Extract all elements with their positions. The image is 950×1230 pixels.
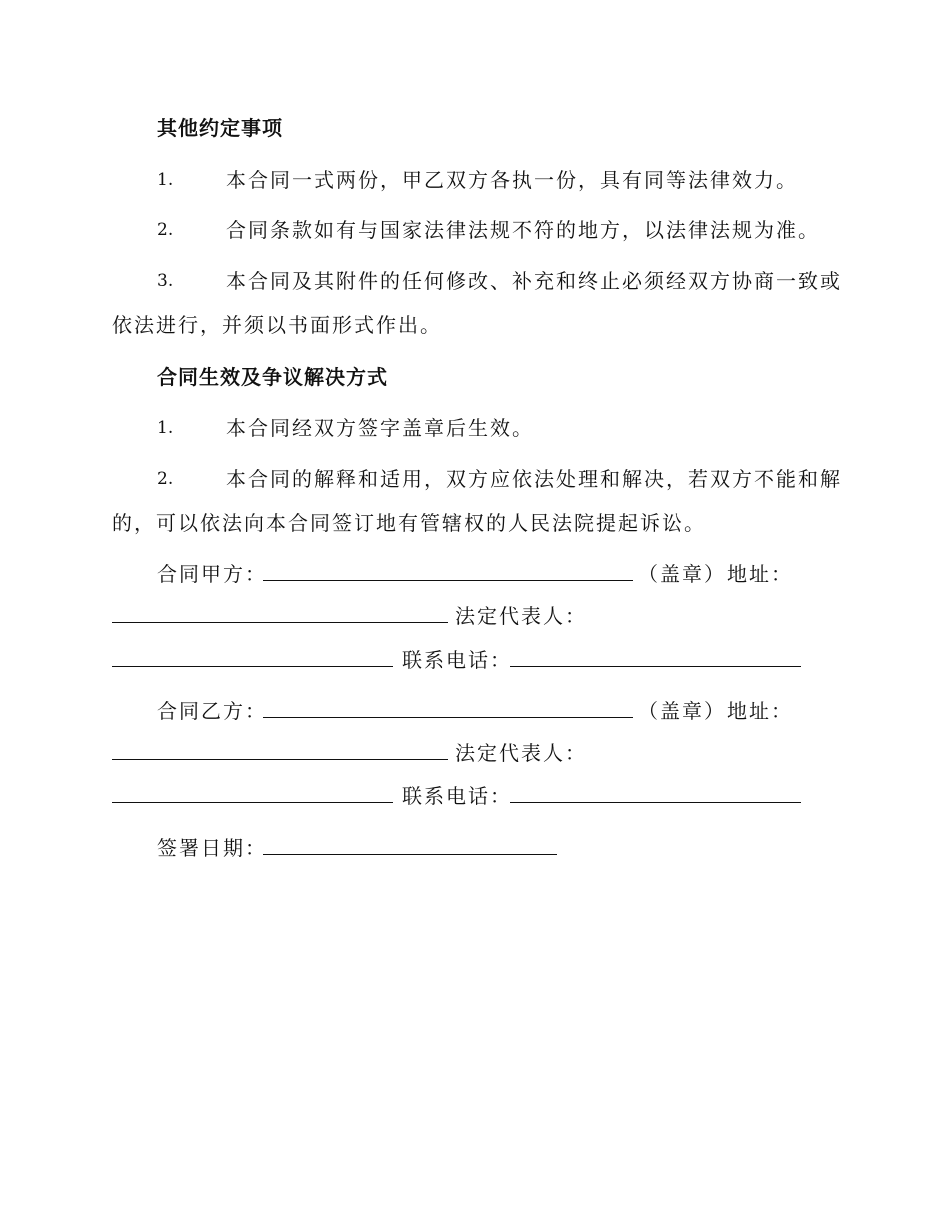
- party-a-phone-blank[interactable]: [510, 666, 801, 667]
- party-a-name-blank[interactable]: [263, 580, 633, 581]
- section-heading-effectiveness-disputes: 合同生效及争议解决方式: [157, 365, 388, 389]
- clause-text: 本合同及其附件的任何修改、补充和终止必须经双方协商一致或: [226, 269, 842, 293]
- clause-text: 合同条款如有与国家法律法规不符的地方，以法律法规为准。: [226, 218, 820, 242]
- clause-number: 2.: [157, 469, 174, 489]
- party-a-seal: （盖章）: [638, 562, 726, 586]
- party-b-rep-label: 法定代表人：: [455, 741, 587, 765]
- clause-text-continued: 的，可以依法向本合同签订地有管辖权的人民法院提起诉讼。: [112, 511, 706, 535]
- section-heading-other-terms: 其他约定事项: [157, 116, 283, 140]
- party-b-rep-blank[interactable]: [112, 802, 393, 803]
- clause-number: 3.: [157, 271, 174, 291]
- party-b-address-label: 地址：: [727, 699, 793, 723]
- party-a-address-blank[interactable]: [112, 622, 448, 623]
- clause-text: 本合同一式两份，甲乙双方各执一份，具有同等法律效力。: [226, 168, 798, 192]
- clause-text-continued: 依法进行，并须以书面形式作出。: [112, 313, 442, 337]
- party-a-label: 合同甲方：: [157, 562, 267, 586]
- sign-date-label: 签署日期：: [157, 836, 267, 860]
- party-b-label: 合同乙方：: [157, 699, 267, 723]
- party-a-rep-blank[interactable]: [112, 666, 393, 667]
- party-b-address-blank[interactable]: [112, 759, 448, 760]
- party-a-phone-label: 联系电话：: [402, 648, 512, 672]
- sign-date-blank[interactable]: [263, 854, 557, 855]
- party-a-address-label: 地址：: [727, 562, 793, 586]
- party-b-phone-blank[interactable]: [510, 802, 801, 803]
- party-a-rep-label: 法定代表人：: [455, 604, 587, 628]
- clause-number: 1.: [157, 418, 174, 438]
- clause-text: 本合同经双方签字盖章后生效。: [226, 416, 534, 440]
- clause-text: 本合同的解释和适用，双方应依法处理和解决，若双方不能和解: [226, 467, 842, 491]
- party-b-seal: （盖章）: [638, 699, 726, 723]
- party-b-phone-label: 联系电话：: [402, 784, 512, 808]
- party-b-name-blank[interactable]: [263, 717, 633, 718]
- clause-number: 1.: [157, 170, 174, 190]
- clause-number: 2.: [157, 220, 174, 240]
